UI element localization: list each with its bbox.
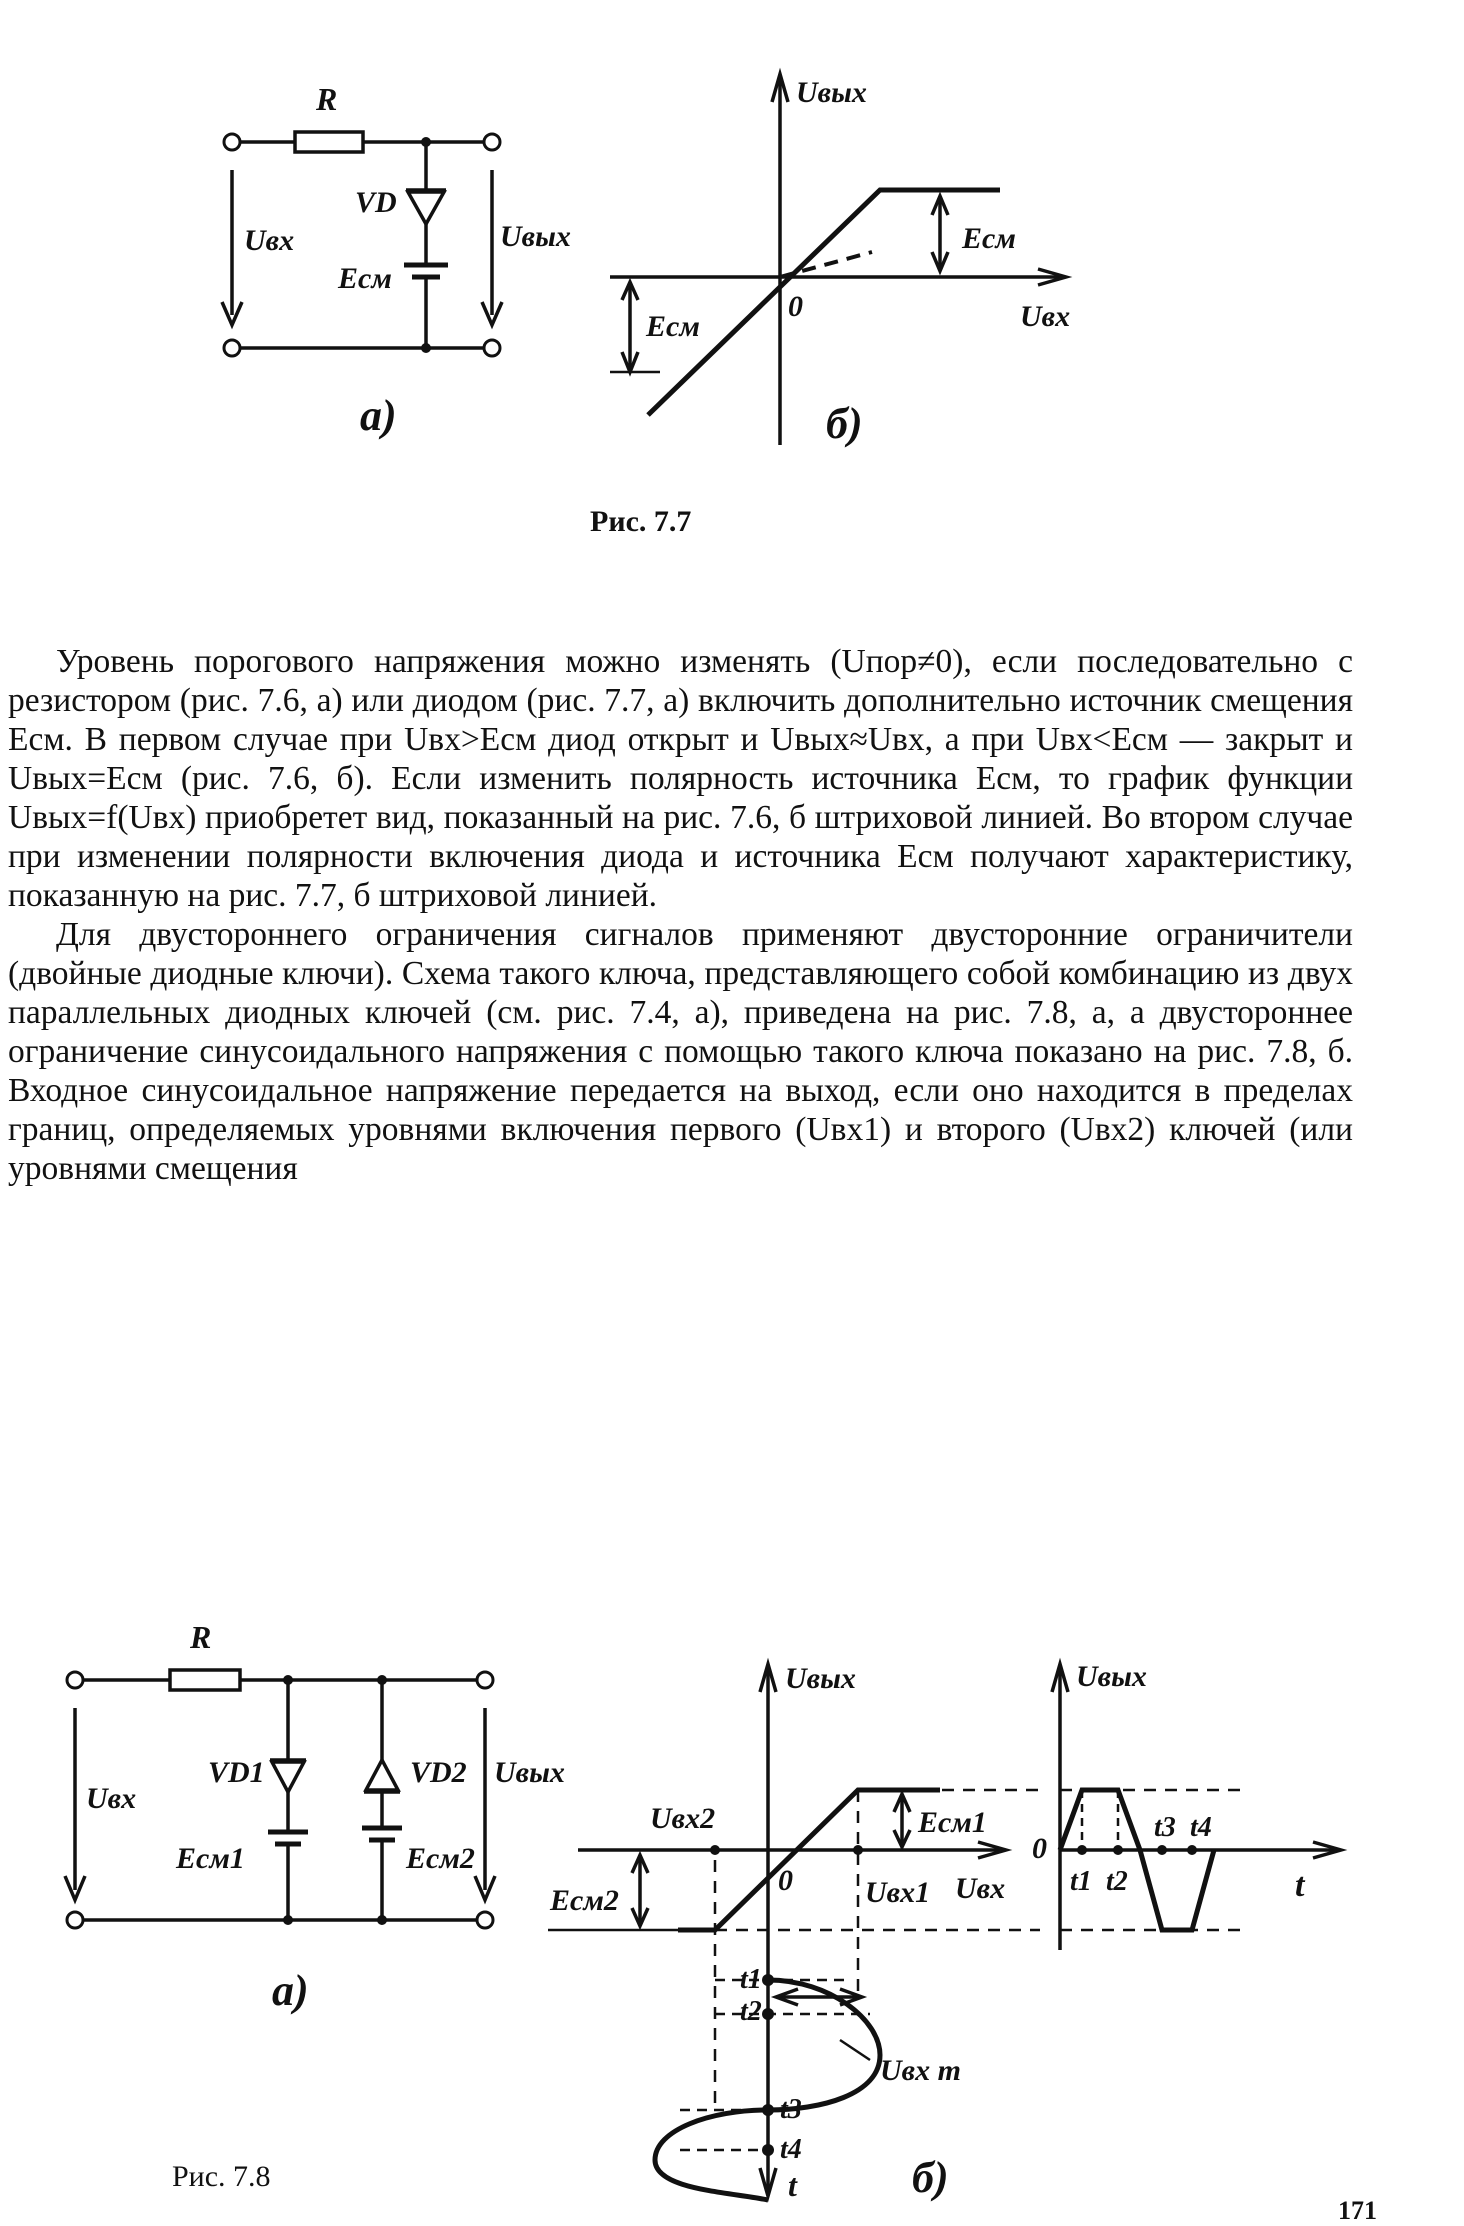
fig78-timing-origin: 0: [1032, 1832, 1047, 1865]
fig77-input-label: Uвх: [244, 224, 295, 257]
fig77-graph-y-label: Uвых: [796, 76, 867, 109]
fig78-timing-t3: t3: [1154, 1812, 1176, 1843]
fig78-upper-offset: Eсм1: [918, 1806, 987, 1839]
fig78-circuit: [50, 1620, 570, 2040]
fig78-transfer: [540, 1640, 1060, 2210]
fig77-graph-origin: 0: [788, 290, 803, 323]
fig78-origin: 0: [778, 1864, 793, 1897]
fig78-timing-x-label: t: [1295, 1867, 1305, 1904]
body-text: [8, 642, 1353, 1188]
fig78-time-axis: t: [788, 2167, 797, 2203]
fig78-lower-offset: Eсм2: [550, 1884, 619, 1917]
fig77-source-label: Eсм: [338, 262, 392, 295]
fig77-resistor-label: R: [316, 81, 338, 117]
fig77-caption: Рис. 7.7: [590, 505, 692, 538]
fig78-y-label: Uвых: [785, 1662, 856, 1695]
fig78-x-label: Uвх: [955, 1872, 1006, 1905]
fig78-t4: t4: [780, 2134, 802, 2165]
fig78-t1: t1: [740, 1964, 762, 1995]
page-number: 171: [1338, 2196, 1377, 2225]
fig78-caption: Рис. 7.8: [172, 2160, 271, 2193]
fig78-sublabel-a: а): [272, 1966, 309, 2015]
fig78-source1-label: Eсм1: [176, 1842, 245, 1875]
fig78-output-label: Uвых: [494, 1756, 565, 1789]
fig77-output-label: Uвых: [500, 220, 571, 253]
fig77-sublabel-a: а): [360, 391, 397, 440]
fig78-lower-threshold: Uвх2: [650, 1802, 716, 1835]
fig78-t2: t2: [740, 1996, 762, 2027]
fig78-amplitude: Uвх m: [880, 2054, 961, 2087]
fig78-input-label: Uвх: [86, 1782, 137, 1815]
fig77-graph-x-label: Uвх: [1020, 300, 1071, 333]
fig78-timing-y-label: Uвых: [1076, 1660, 1147, 1693]
fig77-graph: [590, 60, 1110, 460]
fig78-t3: t3: [780, 2094, 802, 2125]
paragraph-2: Для двустороннего ограничения сигналов применяют двусторонние ограничители (двойные диодные ключи). Схема такого ключа, представляющего собой комбинацию из двух параллельных диодных ключей (см. рис. 7.4, а), приведена на рис. 7.8, а, а двустороннее ограничение синусоидального напряжения с помощью такого ключа показано на рис. 7.8, б. Входное синусоидальное напряжение передается на выход, если оно находится в пределах границ, определяемых уровнями включения первого (Uвх1) и второго (Uвх2) ключей (или уровнями смещения: [8, 916, 1353, 1187]
fig78-source2-label: Eсм2: [406, 1842, 475, 1875]
fig78-upper-threshold: Uвх1: [865, 1876, 931, 1909]
fig78-diode1-label: VD1: [208, 1756, 265, 1789]
fig78-timing-t1: t1: [1070, 1866, 1092, 1897]
fig78-diode2-label: VD2: [410, 1756, 467, 1789]
paragraph-1: Уровень порогового напряжения можно изменять (Uпор≠0), если последовательно с резистором (рис. 7.6, а) или диодом (рис. 7.7, а) включить дополнительно источник смещения Eсм. В первом случае при Uвх>Eсм диод открыт и Uвых≈Uвх, а при Uвх<Eсм — закрыт и Uвых=Eсм (рис. 7.6, б). Если изменить полярность источника Eсм, то график функции Uвых=f(Uвх) приобретет вид, показанный на рис. 7.6, б штриховой линией. Во втором случае при изменении полярности включения диода и источника Eсм получают характеристику, показанную на рис. 7.7, б штриховой линией.: [8, 643, 1353, 914]
fig77-graph-upper-offset: Eсм: [962, 222, 1016, 255]
fig78-resistor-label: R: [190, 1619, 212, 1655]
fig77-circuit: [200, 80, 571, 460]
fig78-sublabel-b: б): [912, 2153, 949, 2202]
fig78-timing-t2: t2: [1106, 1866, 1128, 1897]
fig77-diode-label: VD: [355, 186, 397, 219]
fig77-sublabel-b: б): [826, 399, 863, 448]
fig78-timing-t4: t4: [1190, 1812, 1212, 1843]
fig77-graph-lower-offset: Eсм: [646, 310, 700, 343]
fig78-timing: [1032, 1640, 1370, 1970]
